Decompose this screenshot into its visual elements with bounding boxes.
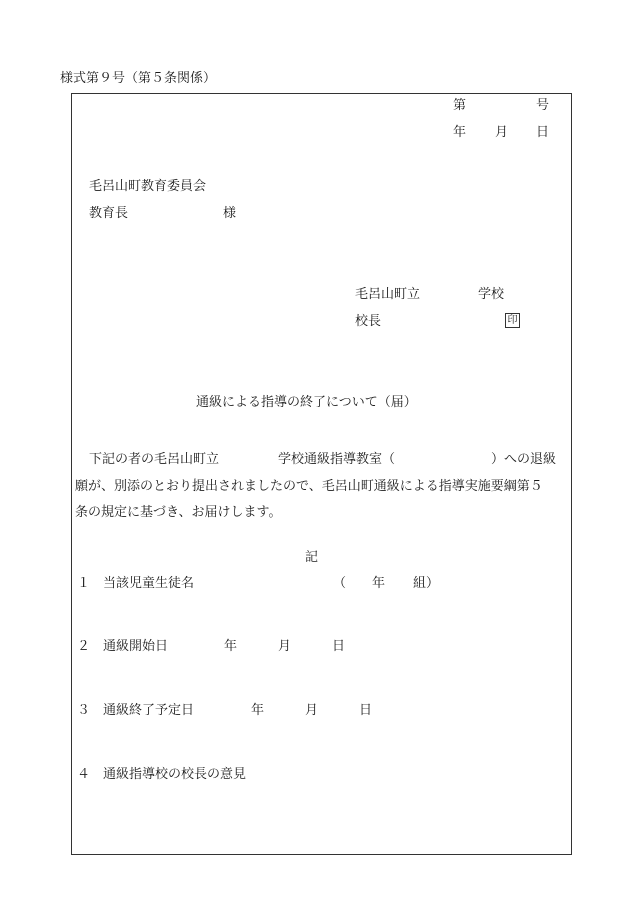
- addressee-honorific: 様: [223, 206, 237, 221]
- doc-number-prefix: 第: [453, 98, 467, 113]
- item-1-paren-open: （: [333, 576, 347, 591]
- item-4-number: ４: [77, 767, 91, 782]
- item-2-year: 年: [224, 639, 238, 654]
- item-1-label: 当該児童生徒名: [103, 576, 195, 591]
- item-4-label: 通級指導校の校長の意見: [103, 767, 247, 782]
- item-1-class: 組）: [413, 576, 440, 591]
- body-line-1-part-1: 下記の者の毛呂山町立: [89, 452, 220, 467]
- body-line-1: [75, 447, 567, 474]
- doc-number-suffix: 号: [536, 98, 550, 113]
- body-line-1-part-3: ）への退級: [491, 452, 557, 467]
- item-1-year: 年: [372, 576, 386, 591]
- date-month: 月: [495, 125, 509, 140]
- date-year: 年: [453, 125, 467, 140]
- addressee-title: 教育長: [89, 206, 129, 221]
- item-2-label: 通級開始日: [103, 639, 169, 654]
- sender-school-prefix: 毛呂山町立: [355, 287, 421, 302]
- date-day: 日: [536, 125, 550, 140]
- item-2-day: 日: [332, 639, 346, 654]
- body-line-3: 条の規定に基づき、お届けします。: [75, 505, 282, 520]
- item-2-month: 月: [278, 639, 292, 654]
- item-2-number: ２: [77, 639, 91, 654]
- ki-heading: 記: [305, 550, 319, 565]
- form-number: 様式第９号（第５条関係）: [60, 71, 217, 86]
- item-3-number: ３: [77, 703, 91, 718]
- item-3-day: 日: [359, 703, 373, 718]
- body-line-2: 願が、別添のとおり提出されましたので、毛呂山町通級による指導実施要綱第５: [75, 478, 543, 494]
- sender-title: 校長: [355, 314, 382, 329]
- body-line-1-part-2: 学校通級指導教室（: [278, 452, 396, 467]
- body-paragraph: [75, 447, 567, 527]
- sender-school-suffix: 学校: [478, 287, 505, 302]
- addressee-board: 毛呂山町教育委員会: [89, 179, 207, 194]
- document-title: 通級による指導の終了について（届）: [196, 395, 417, 410]
- seal-mark: 印: [505, 313, 520, 328]
- item-1-number: １: [77, 576, 91, 591]
- item-3-label: 通級終了予定日: [103, 703, 195, 718]
- item-3-month: 月: [305, 703, 319, 718]
- item-3-year: 年: [251, 703, 265, 718]
